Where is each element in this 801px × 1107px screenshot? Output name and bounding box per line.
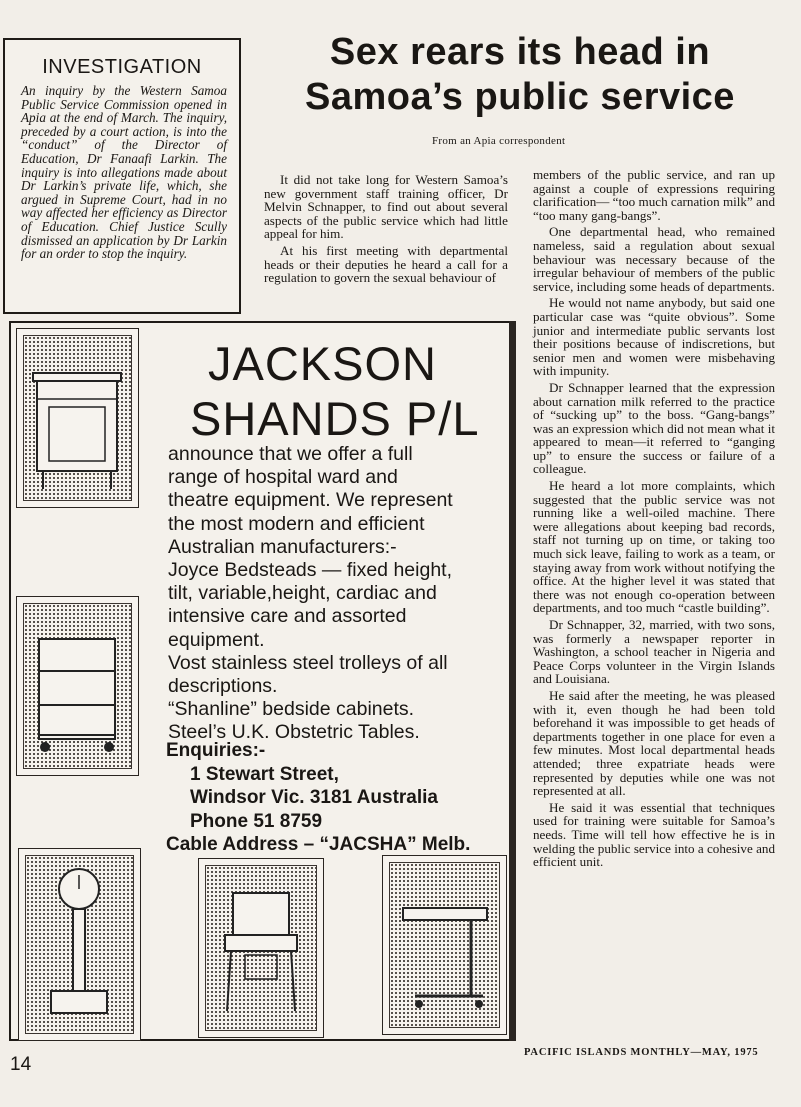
sidebar-title: INVESTIGATION (42, 56, 202, 78)
ad-body-line: Joyce Bedsteads — fixed height, (168, 559, 452, 582)
ad-enquiries (166, 739, 470, 857)
ad-body-line: “Shanline” bedside cabinets. (168, 698, 415, 721)
ad-body-line: range of hospital ward and (168, 466, 398, 489)
paragraph: He said after the meeting, he was pleased with it, even though he had been told beforehand it was impossible to get heads of departments together in one place for even a few minutes. Most local departmental heads attended; three expatriate heads were represented by deputies while one was not represented at all. (533, 687, 775, 799)
ad-body-line: Vost stainless steel trolleys of all (168, 651, 448, 674)
trolley-icon (31, 609, 123, 759)
ad-body-line: theatre equipment. We represent (168, 489, 453, 512)
paragraph: He would not name anybody, but said one particular case was “quite obvious”. Some junior and intermediate public servants lost their positions because of indiscretions, but senior men and women were misbehaving with impunity. (533, 295, 775, 379)
investigation-sidebar (3, 38, 241, 314)
ad-body-line: descriptions. (168, 675, 278, 698)
paragraph: Dr Schnapper, 32, married, with two sons, was formerly a newspaper reporter in Washington, a school teacher in Nigeria and Peace Corps volunteer in the Virgin Islands and Louisiana. (533, 617, 775, 687)
ad-company-line-1: JACKSON (208, 337, 437, 390)
ad-body-line: Australian manufacturers:- (168, 535, 397, 558)
publication-footer: PACIFIC ISLANDS MONTHLY—MAY, 1975 (524, 1047, 759, 1058)
paragraph: Dr Schnapper learned that the expression about carnation milk referred to the practice of “sucking up” to the boss. “Gang-bangs” was an expression which did not mean what it appeared to mean—it referred to “ganging up” to ensure the success or failure of a colleague. (533, 379, 775, 477)
paragraph: members of the public service, and ran up against a couple of expressions requiring clarification— “too much carnation milk” and “too many gang-bangs”. (533, 167, 775, 223)
enquiries-label: Enquiries:- (166, 740, 266, 761)
ad-company-line-2: SHANDS P/L (190, 392, 480, 445)
ad-body-line: the most modern and efficient (168, 512, 425, 535)
sidebar-body: An inquiry by the Western Samoa Public Service Commission opened in Apia at the end of March. The inquiry, preceded by a court action, is into the “conduct” of the Director of Education, Dr Fanaafi Larkin. The inquiry is into allegations made about Dr Larkin’s private life, which, she argued in Supreme Court, had in no way affected her efficiency as Director of Education. Chief Justice Scully dismissed an application by Dr Larkin for an order to stop the inquiry. (21, 83, 227, 262)
overbed-table-image (382, 855, 507, 1035)
weighing-scale-image (18, 848, 141, 1041)
bedside-cabinet-icon (31, 341, 123, 491)
weighing-scale-icon (33, 861, 125, 1023)
address-line-2: Windsor Vic. 3181 Australia (190, 787, 438, 808)
paragraph: He heard a lot more complaints, which suggested that the public service was not running like a well-oiled machine. There were allegations about keeping bad records, staff not turning up on time, or taking too much sick leave, failing to work as a team, or staying away from work without notifying the office. At the higher level it was stated that there was not enough co-operation between departments, and too much “castle building”. (533, 478, 775, 616)
ad-body (168, 443, 468, 745)
byline: From an Apia correspondent (432, 135, 566, 147)
paragraph: One departmental head, who remained nameless, said a regulation about sexual behaviour was necessary because of the irregular behaviour of members of the public service, including some heads of departments. (533, 224, 775, 294)
ad-body-line: announce that we offer a full (168, 443, 413, 465)
address-line-1: 1 Stewart Street, (190, 763, 339, 785)
cable-address: Cable Address – “JACSHA” Melb. (166, 834, 471, 855)
commode-chair-icon (213, 871, 309, 1021)
ad-body-line: tilt, variable,height, cardiac and (168, 582, 437, 605)
advertisement-edge (509, 321, 516, 1041)
article-column-1 (264, 173, 508, 318)
article-column-2 (533, 168, 775, 869)
paragraph: At his first meeting with departmental heads or their deputies he heard a call for a regulation to govern the sexual behaviour of (264, 242, 508, 286)
commode-chair-image (198, 858, 324, 1038)
overbed-table-icon (397, 868, 492, 1018)
trolley-image (16, 596, 139, 776)
bedside-cabinet-image (16, 328, 139, 508)
headline-line-1: Sex rears its head in (329, 31, 711, 73)
phone-number: Phone 51 8759 (190, 810, 323, 832)
ad-body-line: equipment. (168, 628, 265, 651)
paragraph: It did not take long for Western Samoa’s new government staff training officer, Dr Melvin Schnapper, to find out about several aspects of the public service which had little appeal for him. (264, 173, 508, 242)
headline-line-2: Samoa’s public service (305, 76, 735, 118)
ad-body-line: intensive care and assorted (168, 605, 407, 628)
ad-body-line: Steel’s U.K. Obstetric Tables. (168, 721, 420, 744)
paragraph: He said it was essential that techniques used for training were suitable for Samoa’s needs. Time will tell how effective he is in welding the public service into a cohesive and efficient unit. (533, 799, 775, 870)
headline (300, 30, 740, 120)
ad-company-name (190, 336, 480, 446)
page-number: 14 (10, 1054, 32, 1075)
